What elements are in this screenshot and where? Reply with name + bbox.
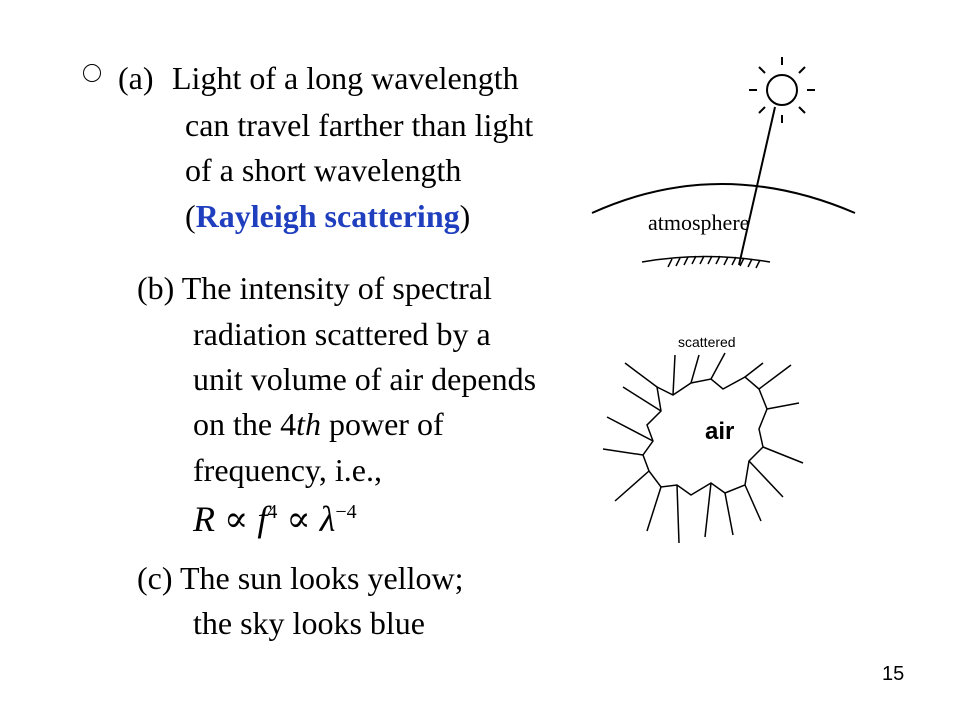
paren-open: ( (185, 198, 196, 234)
scattering-diagram (595, 325, 835, 550)
sun-icon (749, 57, 815, 123)
part-c-line2: the sky looks blue (193, 605, 425, 641)
rayleigh-equation (193, 498, 357, 540)
eq-exp-1: 4 (267, 501, 278, 523)
line4-pre: on the 4 (193, 406, 297, 442)
part-c-line1: (c) The sun looks yellow; (137, 560, 464, 596)
line4-em: th (296, 406, 321, 442)
eq-lambda: λ (319, 499, 336, 539)
part-a-line1: Light of a long wavelength (172, 60, 519, 96)
page-number: 15 (882, 663, 905, 685)
atmosphere-arc (592, 184, 855, 213)
part-a-line2: can travel farther than light (185, 107, 534, 143)
paren-close: ) (459, 198, 471, 234)
scattered-label: scattered (678, 334, 736, 350)
part-a-label: (a) (118, 60, 154, 96)
eq-proportional-2: ∝ (286, 499, 311, 539)
part-b-line1: (b) The intensity of spectral (137, 270, 492, 306)
eq-f: f (257, 499, 268, 539)
eq-R: R (193, 499, 215, 539)
part-b-line3: unit volume of air depends (193, 361, 537, 397)
atmosphere-diagram (580, 55, 880, 285)
part-b-line2: radiation scattered by a (193, 316, 491, 352)
part-b-line4 (193, 404, 444, 444)
part-a-line4 (185, 196, 470, 236)
part-b-line5: frequency, i.e., (193, 452, 382, 488)
eq-exp-2: −4 (335, 501, 357, 523)
line4-post: power of (320, 406, 444, 442)
eq-proportional-1: ∝ (224, 499, 249, 539)
air-label: air (705, 418, 735, 445)
rayleigh-highlight: Rayleigh scattering (195, 198, 460, 234)
part-a-line3: of a short wavelength (185, 152, 462, 188)
bullet-circle-icon (83, 64, 101, 82)
ground-line (642, 256, 770, 268)
atmosphere-label: atmosphere (648, 210, 750, 235)
scatter-rays (603, 353, 803, 543)
